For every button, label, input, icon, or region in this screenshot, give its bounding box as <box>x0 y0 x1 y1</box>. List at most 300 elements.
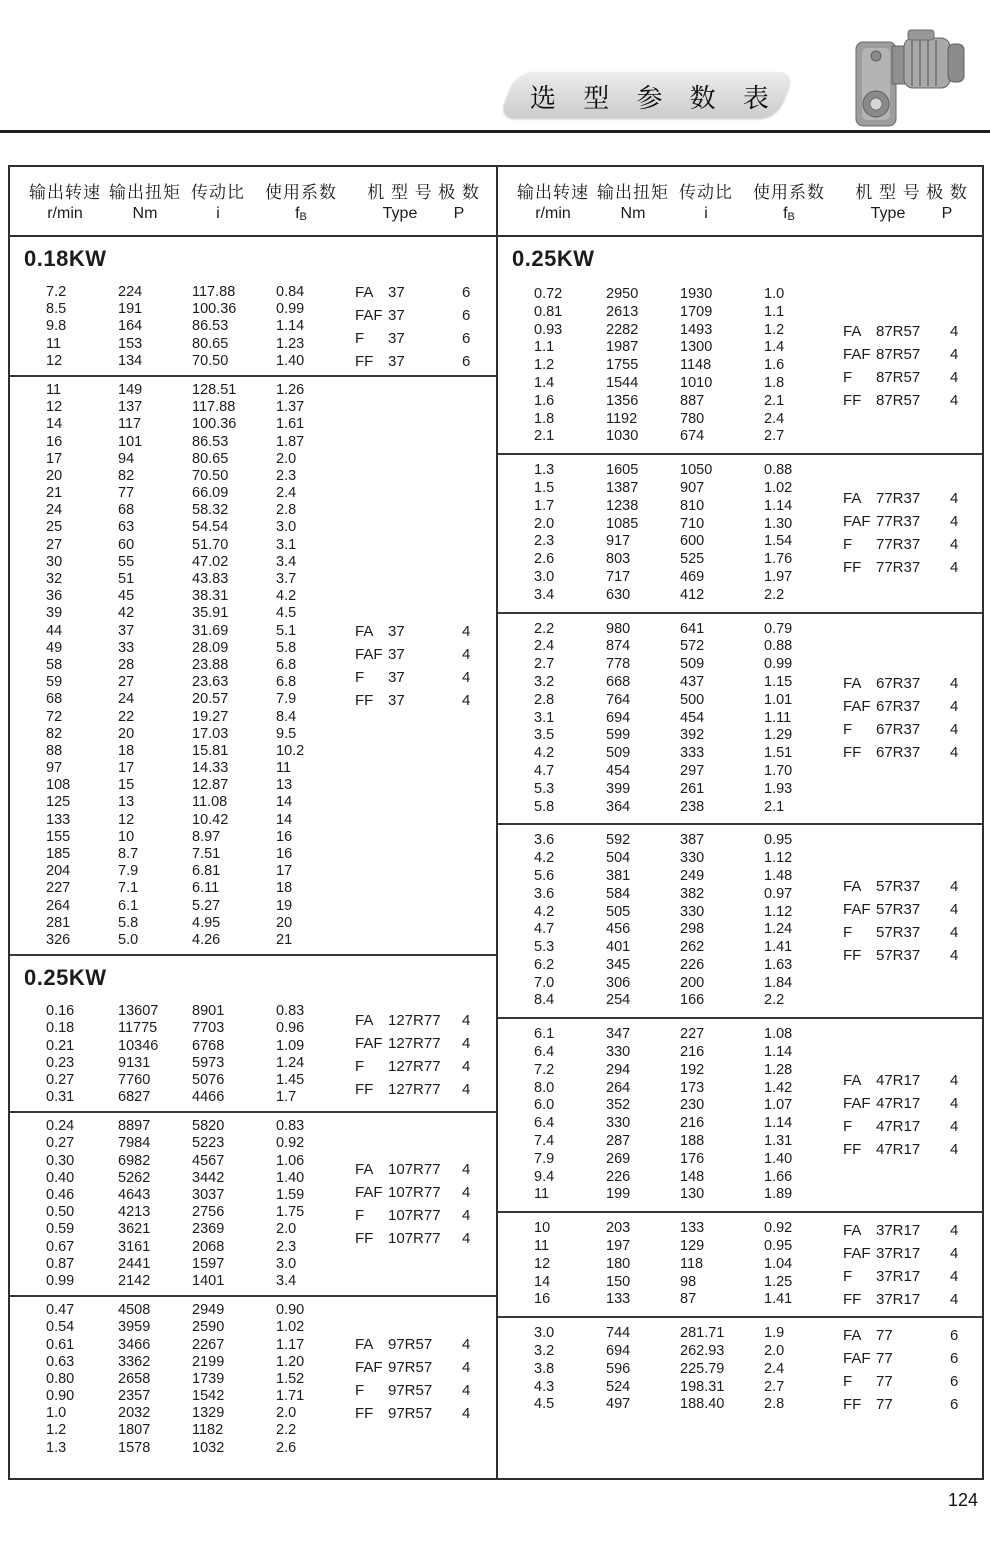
cell-ratio: 70.50 <box>192 352 229 369</box>
cell-speed: 0.50 <box>46 1204 75 1221</box>
table-row <box>10 1256 496 1273</box>
type-row <box>10 1353 496 1379</box>
cell-torque: 269 <box>606 1150 631 1167</box>
cell-ratio: 387 <box>680 832 705 849</box>
cell-torque: 60 <box>118 536 135 553</box>
cell-factor: 1.59 <box>276 1187 305 1203</box>
table-row <box>10 502 496 519</box>
cell-speed: 2.6 <box>534 551 555 568</box>
table-row <box>10 777 496 794</box>
cell-poles: 4 <box>462 1161 471 1179</box>
cell-speed: 14 <box>534 1273 551 1290</box>
cell-ratio: 1032 <box>192 1439 225 1456</box>
cell-ratio: 200 <box>680 974 705 991</box>
cell-factor: 1.6 <box>764 357 785 374</box>
type-row <box>10 281 496 304</box>
cell-torque: 1085 <box>606 515 639 532</box>
cell-ratio: 188.40 <box>680 1396 725 1413</box>
cell-torque: 874 <box>606 638 631 655</box>
cell-factor: 2.4 <box>764 410 785 427</box>
cell-torque: 6827 <box>118 1089 151 1106</box>
cell-torque: 224 <box>118 284 143 300</box>
cell-torque: 9131 <box>118 1054 151 1071</box>
cell-ratio: 382 <box>680 885 705 902</box>
cell-factor: 3.4 <box>276 553 297 570</box>
gearmotor-image <box>850 28 970 130</box>
model-type-block <box>498 320 982 412</box>
cell-model-type: FAF 77 <box>843 1349 893 1367</box>
cell-speed: 264 <box>46 897 71 914</box>
cell-speed: 3.0 <box>534 1325 555 1342</box>
cell-torque: 744 <box>606 1325 631 1342</box>
cell-factor: 1.14 <box>276 318 305 335</box>
cell-ratio: 572 <box>680 638 705 655</box>
cell-factor: 1.41 <box>764 939 793 956</box>
table-row <box>10 812 496 829</box>
cell-factor: 8.4 <box>276 708 297 725</box>
cell-ratio: 5.27 <box>192 897 221 914</box>
cell-poles: 6 <box>950 1395 959 1413</box>
type-row <box>498 389 982 412</box>
cell-torque: 33 <box>118 639 135 656</box>
cell-speed: 6.1 <box>534 1026 555 1043</box>
type-row <box>10 1158 496 1181</box>
cell-speed: 7.2 <box>46 284 67 300</box>
cell-ratio: 454 <box>680 709 705 726</box>
cell-ratio: 43.83 <box>192 571 229 587</box>
cell-speed: 49 <box>46 639 63 656</box>
cell-factor: 1.24 <box>764 921 793 938</box>
cell-torque: 150 <box>606 1273 631 1290</box>
cell-factor: 5.8 <box>276 639 297 656</box>
cell-factor: 1.26 <box>276 381 305 398</box>
cell-torque: 2441 <box>118 1255 151 1272</box>
cell-model-type: F 107R77 <box>355 1207 441 1225</box>
cell-ratio: 17.03 <box>192 725 229 742</box>
cell-speed: 16 <box>46 433 63 450</box>
cell-poles: 4 <box>950 1290 959 1308</box>
col-unit-speed: r/min <box>535 205 571 222</box>
table-row <box>10 485 496 502</box>
cell-torque: 264 <box>606 1079 631 1096</box>
table-row <box>498 992 982 1010</box>
table-row <box>10 399 496 416</box>
cell-poles: 4 <box>462 691 471 709</box>
cell-torque: 764 <box>606 691 631 708</box>
type-row <box>498 320 982 343</box>
cell-poles: 4 <box>462 1184 471 1202</box>
type-row <box>498 898 982 921</box>
cell-speed: 3.5 <box>534 727 555 744</box>
type-row <box>498 1138 982 1161</box>
cell-factor: 1.1 <box>764 303 785 320</box>
cell-model-type: FAF 107R77 <box>355 1184 441 1202</box>
cell-torque: 24 <box>118 691 135 708</box>
cell-ratio: 262 <box>680 939 705 956</box>
cell-factor: 4.2 <box>276 588 297 605</box>
col-header-speed: 输出转速 <box>29 183 101 202</box>
cell-factor: 0.92 <box>764 1220 793 1237</box>
cell-ratio: 1148 <box>680 357 712 374</box>
cell-model-type: FA 127R77 <box>355 1011 441 1029</box>
cell-factor: 0.95 <box>764 1238 793 1255</box>
cell-torque: 454 <box>606 762 631 779</box>
table-row <box>498 656 982 674</box>
cell-ratio: 100.36 <box>192 301 237 318</box>
cell-factor: 1.54 <box>764 533 793 550</box>
cell-model-type: F 77 <box>843 1372 893 1390</box>
table-row <box>498 1169 982 1187</box>
cell-ratio: 66.09 <box>192 485 229 502</box>
cell-torque: 51 <box>118 571 135 587</box>
table-section <box>10 1111 496 1295</box>
cell-speed: 32 <box>46 571 63 587</box>
cell-speed: 8.5 <box>46 301 67 318</box>
cell-factor: 2.2 <box>764 586 785 603</box>
cell-speed: 1.3 <box>46 1439 67 1456</box>
cell-torque: 13 <box>118 794 135 811</box>
cell-factor: 1.02 <box>276 1319 305 1336</box>
cell-factor: 19 <box>276 897 293 914</box>
table-row <box>10 846 496 863</box>
cell-speed: 227 <box>46 880 71 897</box>
cell-ratio: 780 <box>680 410 705 427</box>
cell-torque: 5.0 <box>118 931 139 948</box>
table-body-left <box>10 237 496 1462</box>
cell-speed: 4.2 <box>534 745 555 762</box>
table-row <box>498 587 982 605</box>
cell-speed: 0.61 <box>46 1336 75 1353</box>
cell-model-type: FF 47R17 <box>843 1141 921 1159</box>
cell-ratio: 118 <box>680 1255 704 1272</box>
cell-factor: 0.90 <box>276 1302 305 1319</box>
section-rows <box>10 377 496 954</box>
cell-ratio: 1329 <box>192 1405 225 1422</box>
col-unit-type: Type <box>382 205 418 222</box>
cell-torque: 137 <box>118 399 143 416</box>
cell-speed: 4.3 <box>534 1378 555 1395</box>
cell-poles: 4 <box>950 559 959 577</box>
cell-torque: 191 <box>118 301 143 318</box>
cell-factor: 1.15 <box>764 673 793 690</box>
cell-speed: 10 <box>534 1220 551 1237</box>
table-body-right <box>498 237 982 1421</box>
cell-torque: 584 <box>606 885 631 902</box>
cell-factor: 1.29 <box>764 727 793 744</box>
table-row <box>498 462 982 480</box>
cell-factor: 2.1 <box>764 798 785 815</box>
cell-factor: 1.37 <box>276 399 305 416</box>
col-unit-poles: P <box>453 205 465 222</box>
cell-model-type: FA 37 <box>355 283 405 301</box>
table-row <box>498 428 982 446</box>
cell-model-type: FAF 77R37 <box>843 513 921 531</box>
cell-factor: 5.1 <box>276 622 297 639</box>
cell-factor: 1.23 <box>276 335 305 352</box>
cell-factor: 1.24 <box>276 1054 305 1071</box>
cell-torque: 2613 <box>606 303 639 320</box>
model-type-block <box>10 1158 496 1250</box>
cell-ratio: 1597 <box>192 1255 225 1272</box>
cell-poles: 4 <box>462 1080 471 1098</box>
cell-model-type: FAF 57R37 <box>843 901 921 919</box>
cell-torque: 668 <box>606 673 631 690</box>
cell-speed: 0.90 <box>46 1388 75 1405</box>
cell-torque: 524 <box>606 1378 631 1395</box>
cell-torque: 592 <box>606 832 631 849</box>
model-type-block <box>10 281 496 373</box>
cell-speed: 133 <box>46 811 71 828</box>
cell-factor: 1.75 <box>276 1204 305 1221</box>
col-header-factor: 使用系数 <box>265 183 337 202</box>
cell-ratio: 5820 <box>192 1118 225 1135</box>
cell-torque: 504 <box>606 850 631 867</box>
cell-speed: 4.7 <box>534 921 555 938</box>
cell-poles: 6 <box>462 283 471 301</box>
cell-factor: 0.96 <box>276 1020 305 1037</box>
table-section <box>498 237 982 453</box>
cell-speed: 0.27 <box>46 1071 75 1088</box>
cell-speed: 6.4 <box>534 1044 555 1061</box>
cell-torque: 17 <box>118 760 135 777</box>
cell-poles: 4 <box>950 901 959 919</box>
cell-speed: 0.40 <box>46 1169 75 1186</box>
section-rows <box>10 998 496 1111</box>
model-type-block <box>498 1219 982 1311</box>
cell-poles: 4 <box>950 392 959 410</box>
cell-torque: 1578 <box>118 1439 151 1456</box>
cell-model-type: FF 67R37 <box>843 744 921 762</box>
cell-torque: 15 <box>118 777 135 794</box>
cell-speed: 7.4 <box>534 1133 555 1150</box>
cell-torque: 509 <box>606 745 631 762</box>
col-header-poles: 极 数 <box>438 183 480 202</box>
col-unit-torque: Nm <box>620 205 646 222</box>
cell-factor: 14 <box>276 794 293 811</box>
cell-model-type: FF 37R17 <box>843 1290 921 1308</box>
cell-poles: 4 <box>462 1230 471 1248</box>
cell-speed: 11 <box>534 1238 550 1255</box>
cell-ratio: 261 <box>680 780 705 797</box>
table-row <box>10 1118 496 1135</box>
cell-speed: 0.72 <box>534 286 563 302</box>
cell-torque: 1755 <box>606 357 639 374</box>
cell-ratio: 2068 <box>192 1238 225 1255</box>
model-type-block <box>10 1333 496 1425</box>
cell-factor: 1.8 <box>764 374 785 391</box>
cell-model-type: FAF 47R17 <box>843 1095 921 1113</box>
cell-speed: 72 <box>46 708 63 725</box>
cell-speed: 39 <box>46 605 63 622</box>
cell-ratio: 1050 <box>680 462 713 479</box>
cell-torque: 254 <box>606 992 631 1009</box>
cell-factor: 2.8 <box>764 1396 785 1413</box>
cell-factor: 1.17 <box>276 1336 305 1353</box>
table-header <box>10 167 496 237</box>
cell-speed: 20 <box>46 467 63 484</box>
cell-speed: 2.8 <box>534 691 555 708</box>
cell-poles: 4 <box>462 1405 471 1423</box>
cell-torque: 133 <box>606 1291 631 1308</box>
cell-speed: 3.8 <box>534 1360 555 1377</box>
cell-speed: 7.0 <box>534 974 555 991</box>
cell-ratio: 469 <box>680 568 705 585</box>
section-rows <box>498 825 982 1017</box>
table-left-half <box>10 167 496 1478</box>
col-unit-factor: fB <box>295 205 307 223</box>
table-row <box>498 832 982 850</box>
cell-ratio: 1542 <box>192 1388 225 1405</box>
cell-speed: 7.9 <box>534 1150 555 1167</box>
cell-torque: 3466 <box>118 1336 151 1353</box>
type-row <box>10 1379 496 1402</box>
cell-ratio: 2756 <box>192 1204 225 1221</box>
cell-speed: 0.18 <box>46 1020 75 1037</box>
cell-model-type: F 57R37 <box>843 924 921 942</box>
selection-parameter-table <box>8 165 984 1480</box>
cell-factor: 2.0 <box>276 1221 297 1238</box>
table-row <box>498 781 982 799</box>
cell-factor: 1.7 <box>276 1089 297 1106</box>
cell-ratio: 12.87 <box>192 777 229 794</box>
section-rows <box>498 1213 982 1316</box>
type-row <box>10 666 496 689</box>
cell-ratio: 15.81 <box>192 742 229 759</box>
cell-factor: 0.99 <box>764 656 793 673</box>
cell-model-type: F 97R57 <box>355 1382 433 1400</box>
cell-torque: 717 <box>606 568 631 585</box>
cell-factor: 3.0 <box>276 1255 297 1272</box>
cell-factor: 2.0 <box>276 1405 297 1422</box>
cell-torque: 1544 <box>606 374 639 391</box>
cell-model-type: FA 37 <box>355 622 405 640</box>
cell-torque: 77 <box>118 485 135 502</box>
power-section-heading: 0.25KW <box>24 965 107 991</box>
cell-speed: 14 <box>46 416 63 433</box>
cell-model-type: FAF 87R57 <box>843 346 921 364</box>
cell-factor: 16 <box>276 828 293 845</box>
cell-torque: 1030 <box>606 428 639 445</box>
col-header-ratio: 传动比 <box>679 183 733 202</box>
cell-torque: 7984 <box>118 1135 151 1152</box>
cell-factor: 1.76 <box>764 551 793 568</box>
cell-torque: 694 <box>606 709 631 726</box>
cell-factor: 1.42 <box>764 1079 793 1096</box>
cell-poles: 4 <box>950 490 959 508</box>
cell-factor: 2.2 <box>276 1422 297 1439</box>
cell-torque: 497 <box>606 1396 631 1413</box>
section-rows <box>498 455 982 611</box>
cell-torque: 399 <box>606 780 631 797</box>
cell-ratio: 6.81 <box>192 863 221 880</box>
cell-ratio: 907 <box>680 479 705 496</box>
type-row <box>498 343 982 366</box>
cell-torque: 3959 <box>118 1319 151 1336</box>
cell-speed: 2.4 <box>534 638 555 655</box>
cell-torque: 11775 <box>118 1020 158 1037</box>
cell-speed: 2.2 <box>534 620 555 637</box>
cell-ratio: 3037 <box>192 1187 225 1203</box>
cell-speed: 59 <box>46 674 63 691</box>
cell-factor: 6.8 <box>276 674 297 691</box>
cell-ratio: 392 <box>680 727 705 744</box>
cell-factor: 17 <box>276 863 293 880</box>
cell-factor: 2.7 <box>764 1378 785 1395</box>
section-rows <box>10 1113 496 1295</box>
cell-ratio: 298 <box>680 921 705 938</box>
cell-poles: 4 <box>950 513 959 531</box>
cell-ratio: 226 <box>680 956 705 973</box>
cell-speed: 5.3 <box>534 939 555 956</box>
table-row <box>498 638 982 656</box>
type-row <box>498 1324 982 1347</box>
cell-factor: 1.14 <box>764 497 793 514</box>
type-row <box>10 304 496 327</box>
table-row <box>10 898 496 915</box>
cell-factor: 1.12 <box>764 903 793 920</box>
cell-factor: 0.83 <box>276 1118 305 1135</box>
section-rows <box>498 1318 982 1421</box>
cell-speed: 2.0 <box>534 515 555 532</box>
cell-factor: 0.92 <box>276 1135 305 1152</box>
cell-factor: 0.88 <box>764 638 793 655</box>
model-type-block <box>498 1069 982 1161</box>
model-type-block <box>498 672 982 764</box>
col-unit-ratio: i <box>216 205 220 222</box>
cell-poles: 4 <box>462 1057 471 1075</box>
cell-ratio: 23.88 <box>192 656 229 673</box>
cell-torque: 456 <box>606 921 631 938</box>
cell-factor: 1.66 <box>764 1168 793 1185</box>
table-right-half <box>496 167 982 1478</box>
type-row <box>498 672 982 695</box>
cell-ratio: 230 <box>680 1097 705 1114</box>
cell-ratio: 1709 <box>680 303 713 320</box>
header-divider-rule <box>0 130 990 133</box>
cell-speed: 0.27 <box>46 1135 75 1152</box>
cell-factor: 1.02 <box>764 479 793 496</box>
type-row <box>498 741 982 764</box>
cell-factor: 1.40 <box>276 1169 305 1186</box>
cell-ratio: 2949 <box>192 1302 225 1319</box>
cell-ratio: 4466 <box>192 1089 225 1106</box>
cell-torque: 1356 <box>606 392 639 409</box>
col-header-type: 机 型 号 <box>855 183 921 202</box>
cell-ratio: 6.11 <box>192 880 220 897</box>
cell-speed: 82 <box>46 725 63 742</box>
type-row <box>10 1078 496 1101</box>
cell-model-type: F 77R37 <box>843 536 921 554</box>
cell-factor: 2.8 <box>276 502 297 519</box>
cell-torque: 1605 <box>606 462 639 479</box>
cell-ratio: 249 <box>680 867 705 884</box>
cell-torque: 45 <box>118 588 135 605</box>
model-type-block <box>498 487 982 579</box>
cell-speed: 0.67 <box>46 1238 75 1255</box>
cell-factor: 1.07 <box>764 1097 793 1114</box>
cell-ratio: 525 <box>680 551 705 568</box>
table-row <box>498 411 982 429</box>
cell-ratio: 600 <box>680 533 705 550</box>
cell-speed: 0.47 <box>46 1302 75 1319</box>
cell-torque: 6982 <box>118 1152 151 1169</box>
cell-factor: 3.0 <box>276 519 297 536</box>
cell-speed: 9.4 <box>534 1168 555 1185</box>
cell-torque: 596 <box>606 1360 631 1377</box>
cell-ratio: 8901 <box>192 1003 225 1020</box>
cell-ratio: 47.02 <box>192 553 229 570</box>
cell-poles: 4 <box>950 947 959 965</box>
